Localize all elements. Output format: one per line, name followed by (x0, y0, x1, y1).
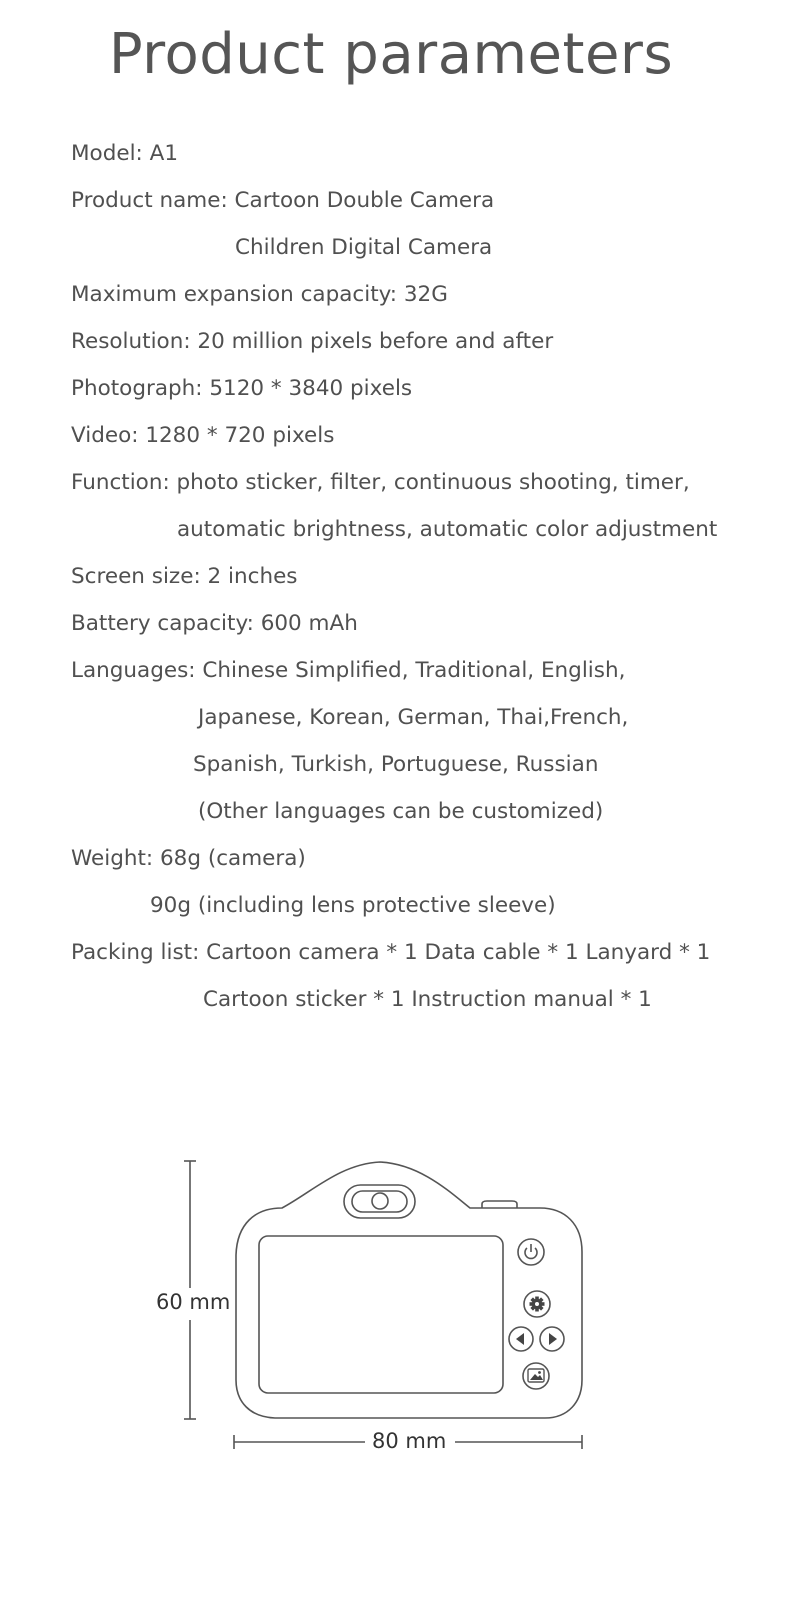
spec-line: Japanese, Korean, German, Thai,French, (198, 705, 629, 730)
camera-body (236, 1162, 582, 1418)
lens-housing (344, 1185, 415, 1218)
spec-line: Cartoon sticker * 1 Instruction manual * 1 (203, 987, 652, 1012)
width-dimension-label: 80 mm (372, 1429, 447, 1453)
page-title: Product parameters (108, 22, 674, 87)
spec-line: Battery capacity: 600 mAh (71, 611, 358, 636)
spec-line: Maximum expansion capacity: 32G (71, 282, 448, 307)
spec-line: Spanish, Turkish, Portuguese, Russian (193, 752, 599, 777)
spec-line: Children Digital Camera (235, 235, 493, 260)
height-dimension-label: 60 mm (156, 1290, 231, 1314)
spec-line: Model: A1 (71, 141, 179, 166)
spec-line: Packing list: Cartoon camera * 1 Data cable * 1 Lanyard * 1 (71, 940, 711, 965)
spec-line: Weight: 68g (camera) (71, 846, 306, 871)
spec-line: Video: 1280 * 720 pixels (71, 423, 335, 448)
spec-line: Resolution: 20 million pixels before and after (71, 329, 554, 354)
spec-line: automatic brightness, automatic color adjustment (177, 517, 718, 542)
spec-line: Photograph: 5120 * 3840 pixels (71, 376, 413, 401)
spec-line: Languages: Chinese Simplified, Traditional, English, (71, 658, 626, 683)
spec-line: 90g (including lens protective sleeve) (150, 893, 556, 918)
shutter-button (482, 1201, 517, 1208)
power-icon (518, 1239, 544, 1265)
camera-screen (259, 1236, 503, 1393)
spec-list (71, 130, 791, 1023)
camera-dimension-drawing (0, 1140, 800, 1480)
lens (372, 1193, 388, 1209)
spec-line: (Other languages can be customized) (198, 799, 604, 824)
spec-line: Product name: Cartoon Double Camera (71, 188, 495, 213)
spec-line: Screen size: 2 inches (71, 564, 298, 589)
spec-line: Function: photo sticker, filter, continuous shooting, timer, (71, 470, 690, 495)
